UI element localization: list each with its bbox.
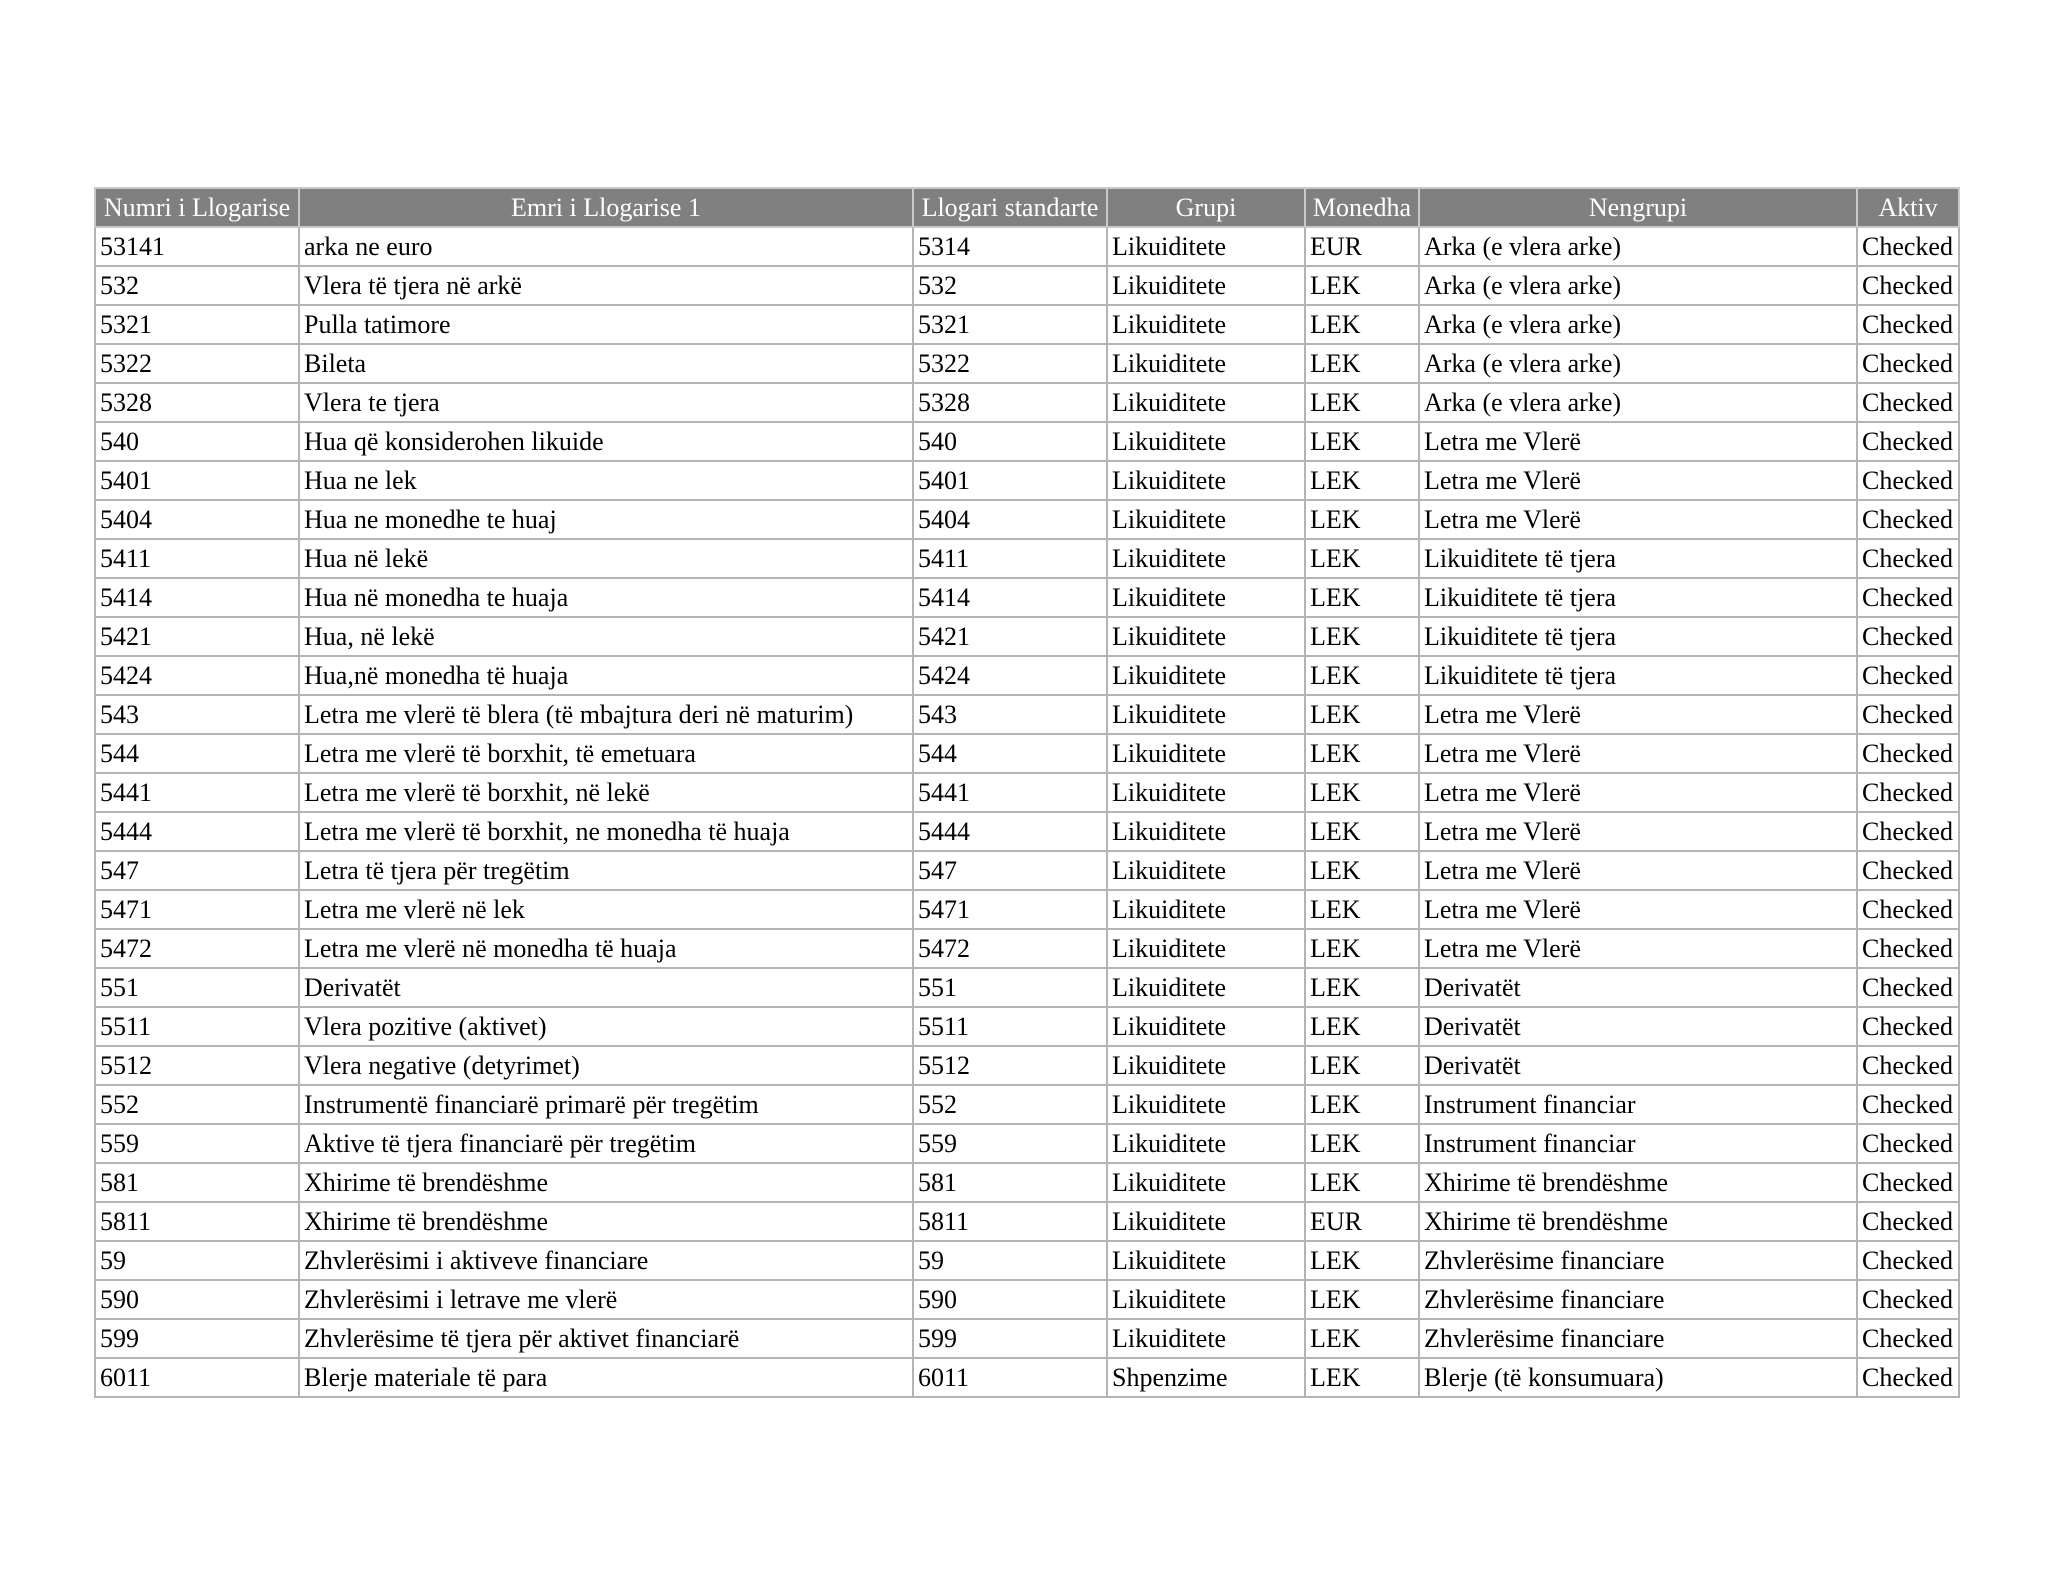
- group-cell: Likuiditete: [1107, 1007, 1305, 1046]
- account-name-cell: Zhvlerësimi i letrave me vlerë: [299, 1280, 913, 1319]
- account-number-cell: 59: [95, 1241, 299, 1280]
- group-cell: Likuiditete: [1107, 305, 1305, 344]
- currency-cell: EUR: [1305, 227, 1419, 266]
- group-cell: Likuiditete: [1107, 773, 1305, 812]
- table-row: [95, 422, 1959, 461]
- active-cell: Checked: [1857, 539, 1959, 578]
- account-number-cell: 5321: [95, 305, 299, 344]
- account-name-cell: Vlera pozitive (aktivet): [299, 1007, 913, 1046]
- table-row: [95, 539, 1959, 578]
- account-number-cell: 5421: [95, 617, 299, 656]
- account-name-cell: Letra me vlerë të borxhit, në lekë: [299, 773, 913, 812]
- currency-cell: LEK: [1305, 1007, 1419, 1046]
- table-row: [95, 266, 1959, 305]
- account-number-cell: 5472: [95, 929, 299, 968]
- account-name-cell: Vlera te tjera: [299, 383, 913, 422]
- currency-cell: LEK: [1305, 422, 1419, 461]
- table-row: [95, 968, 1959, 1007]
- table-row: [95, 461, 1959, 500]
- subgroup-cell: Letra me Vlerë: [1419, 851, 1857, 890]
- group-cell: Likuiditete: [1107, 1202, 1305, 1241]
- subgroup-cell: Letra me Vlerë: [1419, 422, 1857, 461]
- currency-cell: LEK: [1305, 1241, 1419, 1280]
- active-cell: Checked: [1857, 461, 1959, 500]
- account-number-cell: 559: [95, 1124, 299, 1163]
- table-row: [95, 1202, 1959, 1241]
- subgroup-cell: Letra me Vlerë: [1419, 929, 1857, 968]
- account-number-cell: 5411: [95, 539, 299, 578]
- table-row: [95, 1163, 1959, 1202]
- account-name-cell: Vlera të tjera në arkë: [299, 266, 913, 305]
- account-name-cell: arka ne euro: [299, 227, 913, 266]
- group-cell: Likuiditete: [1107, 1124, 1305, 1163]
- subgroup-cell: Zhvlerësime financiare: [1419, 1241, 1857, 1280]
- table-row: [95, 617, 1959, 656]
- standard-account-cell: 543: [913, 695, 1107, 734]
- table-row: [95, 656, 1959, 695]
- group-cell: Likuiditete: [1107, 1241, 1305, 1280]
- account-name-cell: Letra me vlerë në lek: [299, 890, 913, 929]
- active-cell: Checked: [1857, 617, 1959, 656]
- subgroup-cell: Letra me Vlerë: [1419, 500, 1857, 539]
- currency-cell: LEK: [1305, 656, 1419, 695]
- group-cell: Likuiditete: [1107, 695, 1305, 734]
- active-cell: Checked: [1857, 1007, 1959, 1046]
- standard-account-cell: 547: [913, 851, 1107, 890]
- group-cell: Likuiditete: [1107, 968, 1305, 1007]
- account-name-cell: Letra me vlerë të borxhit, ne monedha të huaja: [299, 812, 913, 851]
- currency-cell: LEK: [1305, 578, 1419, 617]
- table-row: [95, 578, 1959, 617]
- subgroup-cell: Arka (e vlera arke): [1419, 266, 1857, 305]
- group-cell: Likuiditete: [1107, 656, 1305, 695]
- subgroup-cell: Zhvlerësime financiare: [1419, 1280, 1857, 1319]
- group-cell: Likuiditete: [1107, 1280, 1305, 1319]
- account-number-cell: 532: [95, 266, 299, 305]
- account-number-cell: 5414: [95, 578, 299, 617]
- currency-cell: LEK: [1305, 890, 1419, 929]
- standard-account-cell: 5321: [913, 305, 1107, 344]
- active-cell: Checked: [1857, 1124, 1959, 1163]
- account-number-cell: 551: [95, 968, 299, 1007]
- subgroup-cell: Blerje (të konsumuara): [1419, 1358, 1857, 1397]
- subgroup-cell: Zhvlerësime financiare: [1419, 1319, 1857, 1358]
- standard-account-cell: 5401: [913, 461, 1107, 500]
- currency-cell: LEK: [1305, 500, 1419, 539]
- subgroup-cell: Arka (e vlera arke): [1419, 383, 1857, 422]
- group-cell: Likuiditete: [1107, 812, 1305, 851]
- table-row: [95, 695, 1959, 734]
- table-row: [95, 929, 1959, 968]
- standard-account-cell: 5411: [913, 539, 1107, 578]
- active-cell: Checked: [1857, 305, 1959, 344]
- column-header-account-name: Emri i Llogarise 1: [299, 188, 913, 227]
- account-name-cell: Hua ne monedhe te huaj: [299, 500, 913, 539]
- active-cell: Checked: [1857, 500, 1959, 539]
- currency-cell: LEK: [1305, 461, 1419, 500]
- standard-account-cell: 544: [913, 734, 1107, 773]
- active-cell: Checked: [1857, 1046, 1959, 1085]
- subgroup-cell: Letra me Vlerë: [1419, 773, 1857, 812]
- active-cell: Checked: [1857, 773, 1959, 812]
- account-number-cell: 5328: [95, 383, 299, 422]
- currency-cell: LEK: [1305, 1085, 1419, 1124]
- group-cell: Likuiditete: [1107, 1085, 1305, 1124]
- table-row: [95, 227, 1959, 266]
- table-row: [95, 734, 1959, 773]
- standard-account-cell: 551: [913, 968, 1107, 1007]
- header-row: [95, 188, 1959, 227]
- group-cell: Likuiditete: [1107, 1319, 1305, 1358]
- subgroup-cell: Derivatët: [1419, 968, 1857, 1007]
- column-header-standard-account: Llogari standarte: [913, 188, 1107, 227]
- group-cell: Likuiditete: [1107, 617, 1305, 656]
- currency-cell: LEK: [1305, 539, 1419, 578]
- subgroup-cell: Letra me Vlerë: [1419, 695, 1857, 734]
- account-name-cell: Hua që konsiderohen likuide: [299, 422, 913, 461]
- active-cell: Checked: [1857, 890, 1959, 929]
- currency-cell: LEK: [1305, 617, 1419, 656]
- subgroup-cell: Likuiditete të tjera: [1419, 539, 1857, 578]
- subgroup-cell: Instrument financiar: [1419, 1124, 1857, 1163]
- subgroup-cell: Xhirime të brendëshme: [1419, 1163, 1857, 1202]
- currency-cell: LEK: [1305, 1280, 1419, 1319]
- account-name-cell: Xhirime të brendëshme: [299, 1163, 913, 1202]
- active-cell: Checked: [1857, 383, 1959, 422]
- account-number-cell: 5322: [95, 344, 299, 383]
- account-number-cell: 6011: [95, 1358, 299, 1397]
- active-cell: Checked: [1857, 968, 1959, 1007]
- column-header-subgroup: Nengrupi: [1419, 188, 1857, 227]
- subgroup-cell: Instrument financiar: [1419, 1085, 1857, 1124]
- standard-account-cell: 599: [913, 1319, 1107, 1358]
- table-row: [95, 1280, 1959, 1319]
- account-number-cell: 5441: [95, 773, 299, 812]
- account-number-cell: 5444: [95, 812, 299, 851]
- column-header-account-number: Numri i Llogarise: [95, 188, 299, 227]
- account-name-cell: Hua në monedha te huaja: [299, 578, 913, 617]
- group-cell: Likuiditete: [1107, 422, 1305, 461]
- active-cell: Checked: [1857, 1319, 1959, 1358]
- active-cell: Checked: [1857, 1358, 1959, 1397]
- group-cell: Likuiditete: [1107, 500, 1305, 539]
- standard-account-cell: 5328: [913, 383, 1107, 422]
- account-name-cell: Zhvlerësime të tjera për aktivet financiarë: [299, 1319, 913, 1358]
- group-cell: Likuiditete: [1107, 539, 1305, 578]
- table-row: [95, 500, 1959, 539]
- standard-account-cell: 552: [913, 1085, 1107, 1124]
- group-cell: Likuiditete: [1107, 383, 1305, 422]
- group-cell: Likuiditete: [1107, 578, 1305, 617]
- group-cell: Likuiditete: [1107, 461, 1305, 500]
- group-cell: Likuiditete: [1107, 344, 1305, 383]
- account-name-cell: Blerje materiale të para: [299, 1358, 913, 1397]
- currency-cell: LEK: [1305, 734, 1419, 773]
- standard-account-cell: 5414: [913, 578, 1107, 617]
- table-header: [95, 188, 1959, 227]
- group-cell: Likuiditete: [1107, 1163, 1305, 1202]
- account-number-cell: 552: [95, 1085, 299, 1124]
- subgroup-cell: Letra me Vlerë: [1419, 812, 1857, 851]
- subgroup-cell: Letra me Vlerë: [1419, 734, 1857, 773]
- standard-account-cell: 5471: [913, 890, 1107, 929]
- standard-account-cell: 559: [913, 1124, 1107, 1163]
- active-cell: Checked: [1857, 1202, 1959, 1241]
- table-row: [95, 1241, 1959, 1280]
- currency-cell: LEK: [1305, 344, 1419, 383]
- subgroup-cell: Derivatët: [1419, 1007, 1857, 1046]
- currency-cell: LEK: [1305, 968, 1419, 1007]
- group-cell: Shpenzime: [1107, 1358, 1305, 1397]
- currency-cell: LEK: [1305, 695, 1419, 734]
- accounts-table-container: [94, 187, 1958, 1398]
- active-cell: Checked: [1857, 812, 1959, 851]
- subgroup-cell: Letra me Vlerë: [1419, 461, 1857, 500]
- standard-account-cell: 5472: [913, 929, 1107, 968]
- account-name-cell: Pulla tatimore: [299, 305, 913, 344]
- group-cell: Likuiditete: [1107, 734, 1305, 773]
- standard-account-cell: 6011: [913, 1358, 1107, 1397]
- active-cell: Checked: [1857, 578, 1959, 617]
- table-row: [95, 890, 1959, 929]
- active-cell: Checked: [1857, 929, 1959, 968]
- table-row: [95, 812, 1959, 851]
- account-number-cell: 5811: [95, 1202, 299, 1241]
- account-name-cell: Bileta: [299, 344, 913, 383]
- column-header-currency: Monedha: [1305, 188, 1419, 227]
- account-number-cell: 540: [95, 422, 299, 461]
- subgroup-cell: Arka (e vlera arke): [1419, 227, 1857, 266]
- account-name-cell: Vlera negative (detyrimet): [299, 1046, 913, 1085]
- table-row: [95, 1319, 1959, 1358]
- active-cell: Checked: [1857, 1280, 1959, 1319]
- account-number-cell: 5424: [95, 656, 299, 695]
- group-cell: Likuiditete: [1107, 266, 1305, 305]
- column-header-active: Aktiv: [1857, 188, 1959, 227]
- active-cell: Checked: [1857, 734, 1959, 773]
- subgroup-cell: Arka (e vlera arke): [1419, 344, 1857, 383]
- account-number-cell: 547: [95, 851, 299, 890]
- account-name-cell: Letra me vlerë në monedha të huaja: [299, 929, 913, 968]
- account-number-cell: 53141: [95, 227, 299, 266]
- table-row: [95, 344, 1959, 383]
- account-name-cell: Letra me vlerë të blera (të mbajtura deri në maturim): [299, 695, 913, 734]
- active-cell: Checked: [1857, 266, 1959, 305]
- subgroup-cell: Xhirime të brendëshme: [1419, 1202, 1857, 1241]
- currency-cell: LEK: [1305, 929, 1419, 968]
- account-name-cell: Instrumentë financiarë primarë për tregëtim: [299, 1085, 913, 1124]
- account-name-cell: Derivatët: [299, 968, 913, 1007]
- subgroup-cell: Likuiditete të tjera: [1419, 578, 1857, 617]
- active-cell: Checked: [1857, 656, 1959, 695]
- standard-account-cell: 5511: [913, 1007, 1107, 1046]
- account-name-cell: Letra të tjera për tregëtim: [299, 851, 913, 890]
- table-row: [95, 1007, 1959, 1046]
- standard-account-cell: 5811: [913, 1202, 1107, 1241]
- account-number-cell: 5512: [95, 1046, 299, 1085]
- active-cell: Checked: [1857, 227, 1959, 266]
- standard-account-cell: 590: [913, 1280, 1107, 1319]
- table-row: [95, 851, 1959, 890]
- standard-account-cell: 581: [913, 1163, 1107, 1202]
- subgroup-cell: Derivatët: [1419, 1046, 1857, 1085]
- currency-cell: LEK: [1305, 266, 1419, 305]
- account-number-cell: 5401: [95, 461, 299, 500]
- account-number-cell: 599: [95, 1319, 299, 1358]
- standard-account-cell: 540: [913, 422, 1107, 461]
- standard-account-cell: 5512: [913, 1046, 1107, 1085]
- group-cell: Likuiditete: [1107, 890, 1305, 929]
- subgroup-cell: Arka (e vlera arke): [1419, 305, 1857, 344]
- subgroup-cell: Likuiditete të tjera: [1419, 656, 1857, 695]
- group-cell: Likuiditete: [1107, 1046, 1305, 1085]
- currency-cell: LEK: [1305, 1124, 1419, 1163]
- account-number-cell: 544: [95, 734, 299, 773]
- subgroup-cell: Likuiditete të tjera: [1419, 617, 1857, 656]
- standard-account-cell: 532: [913, 266, 1107, 305]
- table-row: [95, 1046, 1959, 1085]
- table-row: [95, 1358, 1959, 1397]
- currency-cell: LEK: [1305, 1163, 1419, 1202]
- group-cell: Likuiditete: [1107, 929, 1305, 968]
- account-number-cell: 5511: [95, 1007, 299, 1046]
- subgroup-cell: Letra me Vlerë: [1419, 890, 1857, 929]
- currency-cell: LEK: [1305, 305, 1419, 344]
- account-number-cell: 581: [95, 1163, 299, 1202]
- account-number-cell: 543: [95, 695, 299, 734]
- account-number-cell: 5404: [95, 500, 299, 539]
- accounts-table: [94, 187, 1960, 1398]
- standard-account-cell: 5404: [913, 500, 1107, 539]
- currency-cell: LEK: [1305, 383, 1419, 422]
- column-header-group: Grupi: [1107, 188, 1305, 227]
- active-cell: Checked: [1857, 422, 1959, 461]
- standard-account-cell: 5314: [913, 227, 1107, 266]
- account-name-cell: Zhvlerësimi i aktiveve financiare: [299, 1241, 913, 1280]
- active-cell: Checked: [1857, 851, 1959, 890]
- table-row: [95, 305, 1959, 344]
- table-row: [95, 1085, 1959, 1124]
- account-name-cell: Hua,në monedha të huaja: [299, 656, 913, 695]
- currency-cell: LEK: [1305, 1046, 1419, 1085]
- standard-account-cell: 5441: [913, 773, 1107, 812]
- currency-cell: LEK: [1305, 851, 1419, 890]
- active-cell: Checked: [1857, 1085, 1959, 1124]
- currency-cell: LEK: [1305, 773, 1419, 812]
- table-row: [95, 773, 1959, 812]
- table-row: [95, 383, 1959, 422]
- table-row: [95, 1124, 1959, 1163]
- account-name-cell: Letra me vlerë të borxhit, të emetuara: [299, 734, 913, 773]
- group-cell: Likuiditete: [1107, 851, 1305, 890]
- active-cell: Checked: [1857, 1163, 1959, 1202]
- active-cell: Checked: [1857, 1241, 1959, 1280]
- account-name-cell: Hua në lekë: [299, 539, 913, 578]
- account-name-cell: Hua ne lek: [299, 461, 913, 500]
- active-cell: Checked: [1857, 344, 1959, 383]
- group-cell: Likuiditete: [1107, 227, 1305, 266]
- account-name-cell: Xhirime të brendëshme: [299, 1202, 913, 1241]
- standard-account-cell: 5322: [913, 344, 1107, 383]
- account-name-cell: Aktive të tjera financiarë për tregëtim: [299, 1124, 913, 1163]
- standard-account-cell: 5444: [913, 812, 1107, 851]
- active-cell: Checked: [1857, 695, 1959, 734]
- standard-account-cell: 5424: [913, 656, 1107, 695]
- account-number-cell: 590: [95, 1280, 299, 1319]
- standard-account-cell: 59: [913, 1241, 1107, 1280]
- account-number-cell: 5471: [95, 890, 299, 929]
- currency-cell: LEK: [1305, 1358, 1419, 1397]
- currency-cell: EUR: [1305, 1202, 1419, 1241]
- currency-cell: LEK: [1305, 1319, 1419, 1358]
- currency-cell: LEK: [1305, 812, 1419, 851]
- table-body: [95, 227, 1959, 1397]
- account-name-cell: Hua, në lekë: [299, 617, 913, 656]
- standard-account-cell: 5421: [913, 617, 1107, 656]
